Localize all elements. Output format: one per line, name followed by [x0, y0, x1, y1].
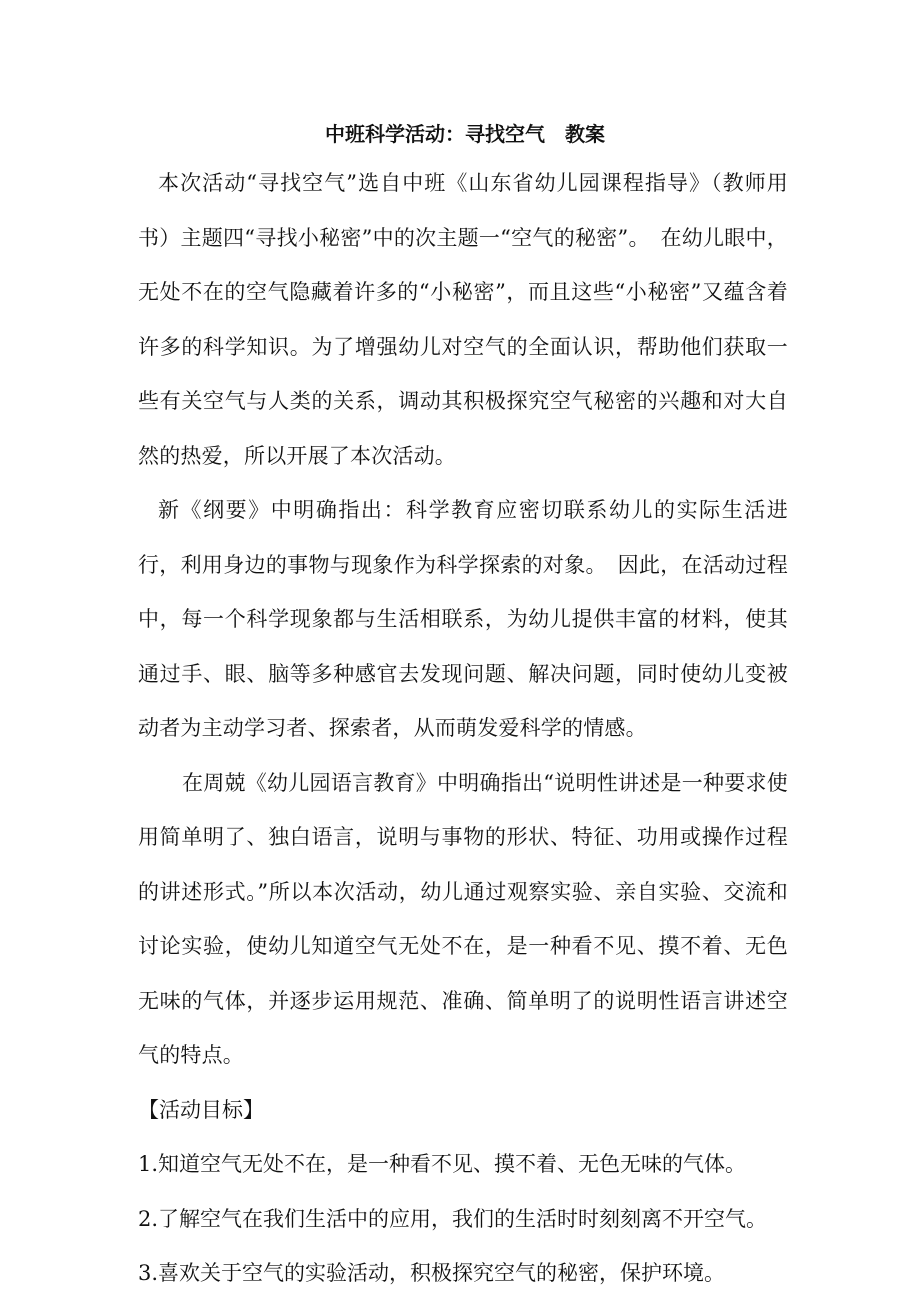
paragraph-language-education: 在周兢《幼儿园语言教育》中明确指出“说明性讲述是一种要求使用简单明了、独白语言，说明与事物的形状、特征、功用或操作过程的讲述形式。”所以本次活动，幼儿通过观察实验、亲自实验、交流和讨论实验，使幼儿知道空气无处不在，是一种看不见、摸不着、无色无味的气体，并逐步运用规范、准确、简单明了的说明性语言讲述空气的特点。: [138, 770, 788, 1067]
goal-item: 1.知道空气无处不在，是一种看不见、摸不着、无色无味的气体。: [138, 1152, 747, 1176]
section-heading-goals: 【活动目标】: [138, 1097, 264, 1122]
paragraph-intro: 本次活动“寻找空气”选自中班《山东省幼儿园课程指导》（教师用书）主题四“寻找小秘密”中的次主题一“空气的秘密”。 在幼儿眼中，无处不在的空气隐藏着许多的“小秘密”，而且这些“小秘密”又蕴含着许多的科学知识。为了增强幼儿对空气的全面认识，帮助他们获取一些有关空气与人类的关系，调动其积极探究空气秘密的兴趣和对大自然的热爱，所以开展了本次活动。: [138, 171, 788, 468]
document-title: 中班科学活动：寻找空气 教案: [325, 122, 605, 146]
goals-list: [138, 1137, 798, 1301]
paragraph-guideline: 新《纲要》中明确指出：科学教育应密切联系幼儿的实际生活进行，利用身边的事物与现象作为科学探索的对象。 因此，在活动过程中，每一个科学现象都与生活相联系，为幼儿提供丰富的材料，使其通过手、眼、脑等多种感官去发现问题、解决问题，同时使幼儿变被动者为主动学习者、探索者，从而萌发爱科学的情感。: [138, 498, 788, 740]
goal-item: 2.了解空气在我们生活中的应用，我们的生活时时刻刻离不开空气。: [138, 1206, 768, 1231]
goal-item: 3.喜欢关于空气的实验活动，积极探究空气的秘密，保护环境。: [138, 1261, 726, 1285]
